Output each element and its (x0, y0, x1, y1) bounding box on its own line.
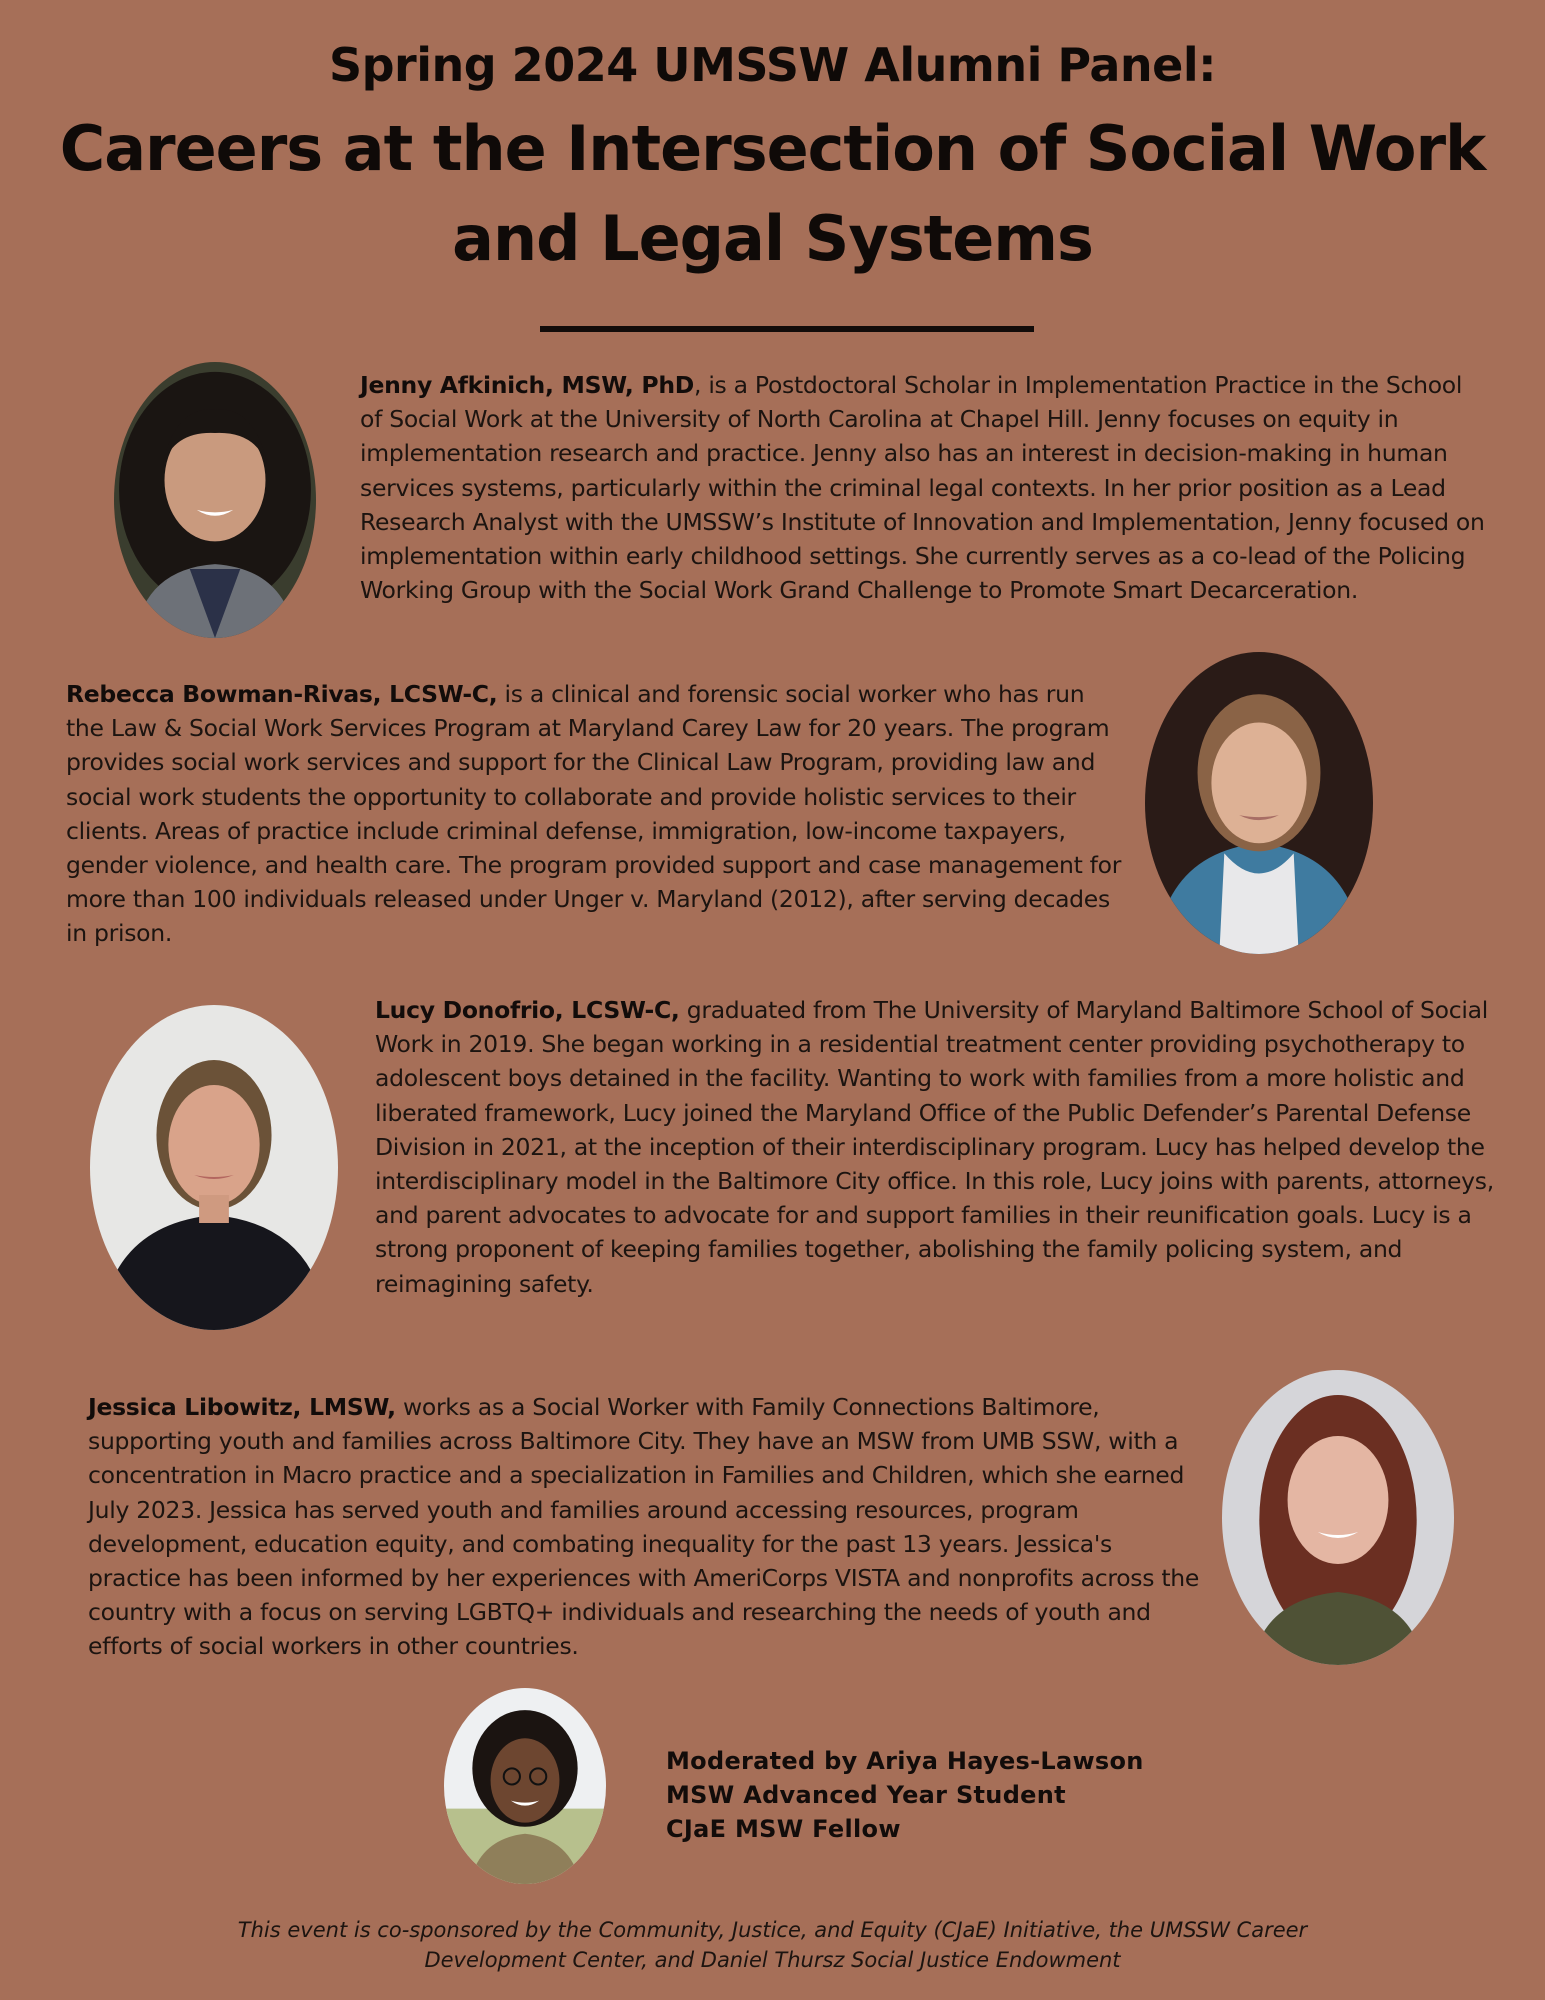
title-line-1: Spring 2024 UMSSW Alumni Panel: (328, 38, 1217, 92)
photo-lucy-donofrio (90, 1005, 338, 1330)
bio-jenny-afkinich (360, 368, 1485, 607)
photo-rebecca-bowman-rivas (1145, 652, 1373, 954)
title-divider (540, 326, 1034, 332)
bio-jessica-libowitz (88, 1390, 1208, 1664)
bio-text-jessica: works as a Social Worker with Family Connections Baltimore, supporting youth and families across Baltimore City. They have an MSW from UMB SSW, with a concentration in Macro practice and a specialization in Families and Children, which she earned July 2023. Jessica has served youth and families around accessing resources, program development, education equity, and combating inequality for the past 13 years. Jessica's practice has been informed by her experiences with AmeriCorps VISTA and nonprofits across the country with a focus on serving LGBTQ+ individuals and researching the needs of youth and efforts of social workers in other countries. (88, 1393, 1200, 1661)
moderator-line-1: Moderated by Ariya Hayes-Lawson (666, 1747, 1144, 1775)
sponsor-footer: This event is co-sponsored by the Community, Justice, and Equity (CJaE) Initiative, the UMSSW Career Development Center, and Daniel Thursz Social Justice Endowment (237, 1918, 1308, 1972)
name-jenny-afkinich: Jenny Afkinich, MSW, PhD (360, 371, 694, 399)
photo-ariya-hayes-lawson (444, 1688, 606, 1884)
name-rebecca-bowman-rivas: Rebecca Bowman-Rivas, LCSW-C, (66, 680, 498, 708)
bio-rebecca-bowman-rivas (66, 677, 1126, 951)
name-jessica-libowitz: Jessica Libowitz, LMSW, (88, 1393, 396, 1421)
bio-text-jenny: , is a Postdoctoral Scholar in Implementation Practice in the School of Social Work at the University of North Carolina at Chapel Hill. Jenny focuses on equity in implementation research and practice. Jenny also has an interest in decision-making in human services systems, particularly within the criminal legal contexts. In her prior position as a Lead Research Analyst with the UMSSW’s Institute of Innovation and Implementation, Jenny focused on implementation within early childhood settings. She currently serves as a co-lead of the Policing Working Group with the Social Work Grand Challenge to Promote Smart Decarceration. (360, 371, 1485, 605)
title-line-2: Careers at the Intersection of Social Work and Legal Systems (59, 112, 1486, 275)
bio-text-rebecca: is a clinical and forensic social worker who has run the Law & Social Work Services Program at Maryland Carey Law for 20 years. The program provides social work services and support for the Clinical Law Program, providing law and social work students the opportunity to collaborate and provide holistic services to their clients. Areas of practice include criminal defense, immigration, low-income taxpayers, gender violence, and health care. The program provided support and case management for more than 100 individuals released under Unger v. Maryland (2012), after serving decades in prison. (66, 680, 1122, 948)
moderator-info (666, 1744, 1144, 1846)
name-lucy-donofrio: Lucy Donofrio, LCSW-C, (375, 996, 680, 1024)
photo-jenny-afkinich (114, 362, 316, 638)
bio-lucy-donofrio (375, 993, 1500, 1301)
moderator-line-2: MSW Advanced Year Student (666, 1781, 1066, 1809)
photo-jessica-libowitz (1222, 1370, 1454, 1665)
moderator-line-3: CJaE MSW Fellow (666, 1815, 901, 1843)
bio-text-lucy: graduated from The University of Maryland Baltimore School of Social Work in 2019. She began working in a residential treatment center providing psychotherapy to adolescent boys detained in the facility. Wanting to work with families from a more holistic and liberated framework, Lucy joined the Maryland Office of the Public Defender’s Parental Defense Division in 2021, at the inception of their interdisciplinary program. Lucy has helped develop the interdisciplinary model in the Baltimore City office. In this role, Lucy joins with parents, attorneys, and parent advocates to advocate for and support families in their reunification goals. Lucy is a strong proponent of keeping families together, abolishing the family policing system, and reimagining safety. (375, 996, 1494, 1298)
